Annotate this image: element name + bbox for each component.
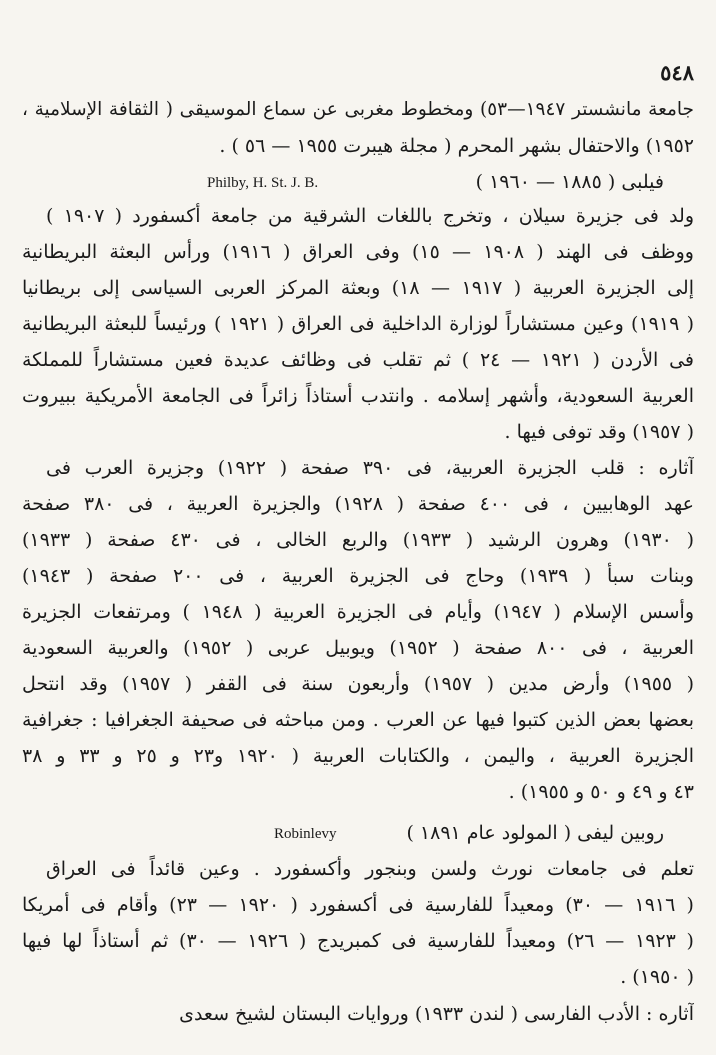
text-line: ووظف فى الهند ( ١٩٠٨ — ١٥) وفى العراق ( ١٩١٦) ورأس البعثة البريطانية — [22, 241, 694, 263]
text-line: إلى الجزيرة العربية ( ١٩١٧ — ١٨) وبعثة المركز العربى السياسى إلى بريطانيا — [22, 277, 694, 299]
text-line: فى الأردن ( ١٩٢١ — ٢٤ ) ثم تقلب فى وظائف عديدة فعين مستشاراً للمملكة — [22, 349, 694, 371]
entry-heading-latin: Philby, H. St. J. B. — [207, 175, 319, 191]
text-line: عهد الوهابيين ، فى ٤٠٠ صفحة ( ١٩٢٨) والجزيرة العربية ، فى ٣٨٠ صفحة — [22, 493, 694, 515]
text-line: ( ١٩٣٠) وهرون الرشيد ( ١٩٣٣) والربع الخالى ، فى ٤٣٠ صفحة ( ١٩٣٣) — [22, 529, 694, 551]
text-line: ( ١٩١٩) وعين مستشاراً لوزارة الداخلية فى العراق ( ١٩٢١ ) ورئيساً للبعثة البريطانية — [22, 313, 694, 335]
page-number: ٥٤٨ — [660, 60, 694, 85]
text-line: ( ١٩١٦ — ٣٠) ومعيداً للفارسية فى أكسفورد ( ١٩٢٠ — ٢٣) وأقام فى أمريكا — [22, 894, 694, 916]
text-line: وأسس الإسلام ( ١٩٤٧) وأيام فى الجزيرة العربية ( ١٩٤٨ ) ومرتفعات الجزيرة — [22, 601, 694, 623]
entry-heading-latin: Robinlevy — [274, 826, 337, 842]
text-line: ٤٣ و ٤٩ و ٥٠ و ١٩٥٥) . — [508, 781, 694, 803]
entry-heading-arabic: روبين ليفى ( المولود عام ١٨٩١ ) — [406, 822, 664, 844]
entry-heading-arabic: فيلبى ( ١٨٨٥ — ١٩٦٠ ) — [475, 171, 664, 193]
text-line: ١٩٥٢) والاحتفال بشهر المحرم ( مجلة هيبرت ١٩٥٥ — ٥٦ ) . — [219, 135, 694, 157]
text-line: ولد فى جزيرة سيلان ، وتخرج باللغات الشرقية من جامعة أكسفورد ( ١٩٠٧ ) — [46, 205, 694, 227]
entry-heading-philby — [22, 164, 694, 200]
text-line: ( ١٩٥٧) وقد توفى فيها . — [504, 421, 694, 443]
text-line: آثاره : الأدب الفارسى ( لندن ١٩٣٣) وروايات البستان لشيخ سعدى — [179, 1003, 694, 1025]
text-line: الجزيرة العربية ، واليمن ، والكتابات العربية ( ١٩٢٠ و٢٣ و ٢٥ و ٣٣ و ٣٨ — [22, 745, 694, 767]
text-line: ( ١٩٢٣ — ٢٦) ومعيداً للفارسية فى كمبريدج ( ١٩٢٦ — ٣٠) ثم أستاذاً لها فيها — [22, 930, 694, 952]
entry-heading-levy — [22, 815, 694, 851]
text-line: ( ١٩٥٠) . — [620, 966, 694, 988]
text-line: جامعة مانشستر ١٩٤٧—٥٣) ومخطوط مغربى عن سماع الموسيقى ( الثقافة الإسلامية ، — [22, 99, 694, 120]
text-line: وبنات سبأ ( ١٩٣٩) وحاج فى الجزيرة العربية ، فى ٢٠٠ صفحة ( ١٩٤٣) — [22, 565, 694, 587]
text-line: ( ١٩٥٥) وأرض مدين ( ١٩٥٧) وأربعون سنة فى القفر ( ١٩٥٧) وقد انتحل — [22, 673, 694, 695]
text-line: العربية السعودية، وأشهر إسلامه . وانتدب أستاذاً زائراً فى الجامعة الأمريكية ببيروت — [22, 385, 694, 407]
text-line: تعلم فى جامعات نورث ولسن وبنجور وأكسفورد . وعين قائداً فى العراق — [46, 858, 694, 880]
text-line: بعضها بعض الذين كتبوا فيها عن العرب . ومن مباحثه فى صحيفة الجغرافيا : جغرافية — [22, 709, 694, 731]
text-line: العربية ، فى ٨٠٠ صفحة ( ١٩٥٢) ويوبيل عربى ( ١٩٥٢) والعربية السعودية — [22, 637, 694, 659]
text-line: آثاره : قلب الجزيرة العربية، فى ٣٩٠ صفحة ( ١٩٢٢) وجزيرة العرب فى — [46, 457, 694, 479]
